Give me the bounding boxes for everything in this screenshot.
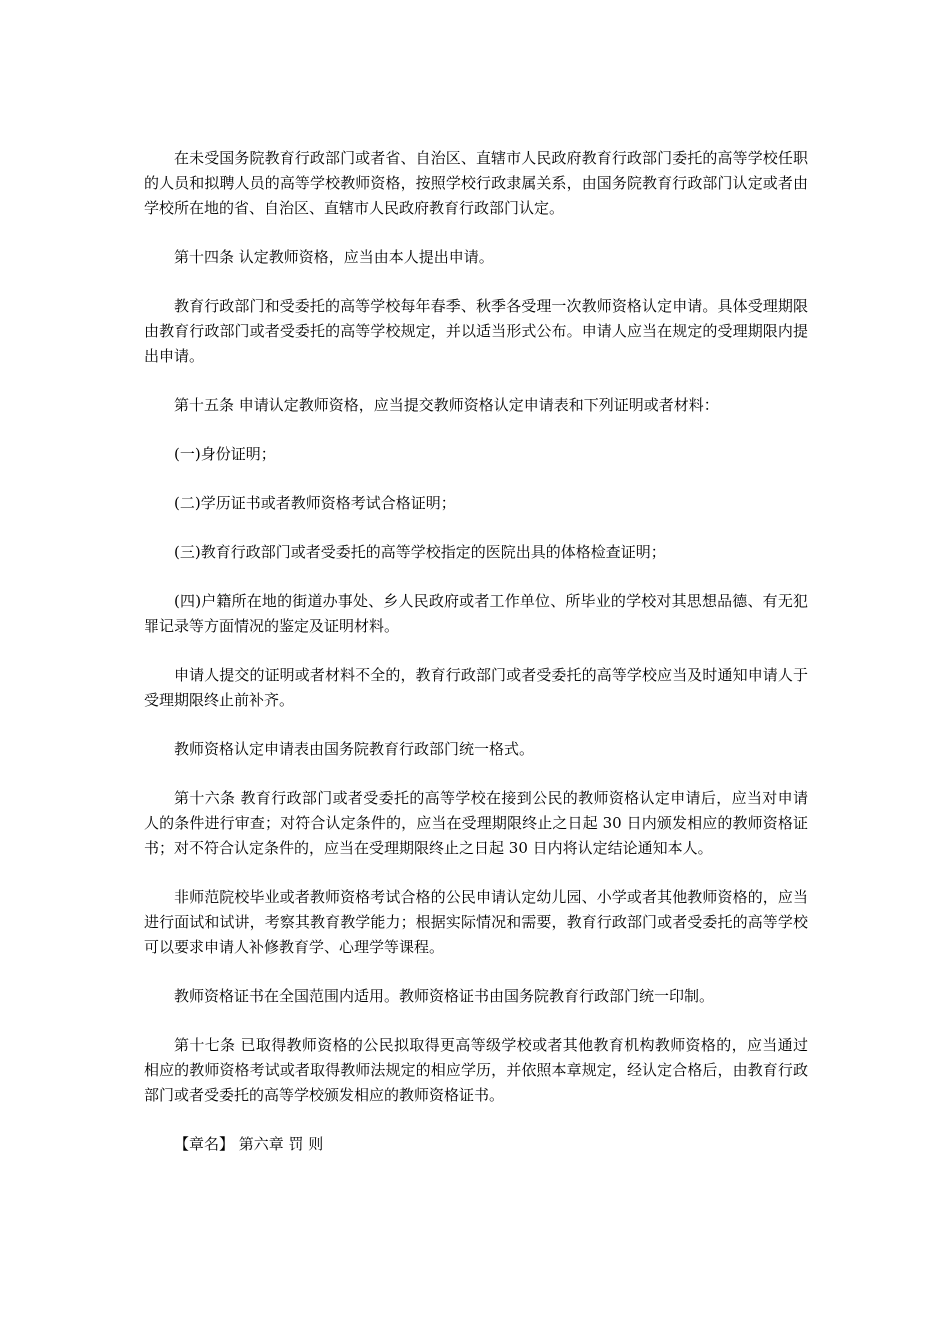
paragraph-article-14: 第十四条 认定教师资格，应当由本人提出申请。 [174,248,494,266]
paragraph-9: 申请人提交的证明或者材料不全的，教育行政部门或者受委托的高等学校应当及时通知申请人于受理期限终止前补齐。 [144,666,808,709]
paragraph-article-15: 第十五条 申请认定教师资格，应当提交教师资格认定申请表和下列证明或者材料： [174,396,719,414]
list-item-2: (二)学历证书或者教师资格考试合格证明； [174,494,456,512]
paragraph-12: 非师范院校毕业或者教师资格考试合格的公民申请认定幼儿园、小学或者其他教师资格的，应当进行面试和试讲，考察其教育教学能力；根据实际情况和需要，教育行政部门或者受委托的高等学校可以要求申请人补修教育学、心理学等课程。 [144,888,808,956]
paragraph-article-16: 第十六条 教育行政部门或者受委托的高等学校在接到公民的教师资格认定申请后，应当对申请人的条件进行审查；对符合认定条件的，应当在受理期限终止之日起 30 日内颁发相应的教师资格证书；对不符合认定条件的，应当在受理期限终止之日起 30 日内将认定结论通知本人。 [144,789,808,857]
list-item-4: (四)户籍所在地的街道办事处、乡人民政府或者工作单位、所毕业的学校对其思想品德、有无犯罪记录等方面情况的鉴定及证明材料。 [144,592,808,635]
paragraph-article-17: 第十七条 已取得教师资格的公民拟取得更高等级学校或者其他教育机构教师资格的，应当通过相应的教师资格考试或者取得教师法规定的相应学历，并依照本章规定，经认定合格后，由教育行政部门或者受委托的高等学校颁发相应的教师资格证书。 [144,1036,808,1104]
chapter-heading: 【章名】 第六章 罚 则 [174,1135,324,1153]
paragraph-1: 在未受国务院教育行政部门或者省、自治区、直辖市人民政府教育行政部门委托的高等学校任职的人员和拟聘人员的高等学校教师资格，按照学校行政隶属关系，由国务院教育行政部门认定或者由学校所在地的省、自治区、直辖市人民政府教育行政部门认定。 [144,149,808,217]
list-item-1: (一)身份证明； [174,445,276,463]
list-item-3: (三)教育行政部门或者受委托的高等学校指定的医院出具的体格检查证明； [174,543,666,561]
paragraph-10: 教师资格认定申请表由国务院教育行政部门统一格式。 [174,740,535,758]
paragraph-13: 教师资格证书在全国范围内适用。教师资格证书由国务院教育行政部门统一印制。 [174,987,715,1005]
document-body [144,146,808,1181]
paragraph-3: 教育行政部门和受委托的高等学校每年春季、秋季各受理一次教师资格认定申请。具体受理期限由教育行政部门或者受委托的高等学校规定，并以适当形式公布。申请人应当在规定的受理期限内提出申请。 [144,297,808,365]
